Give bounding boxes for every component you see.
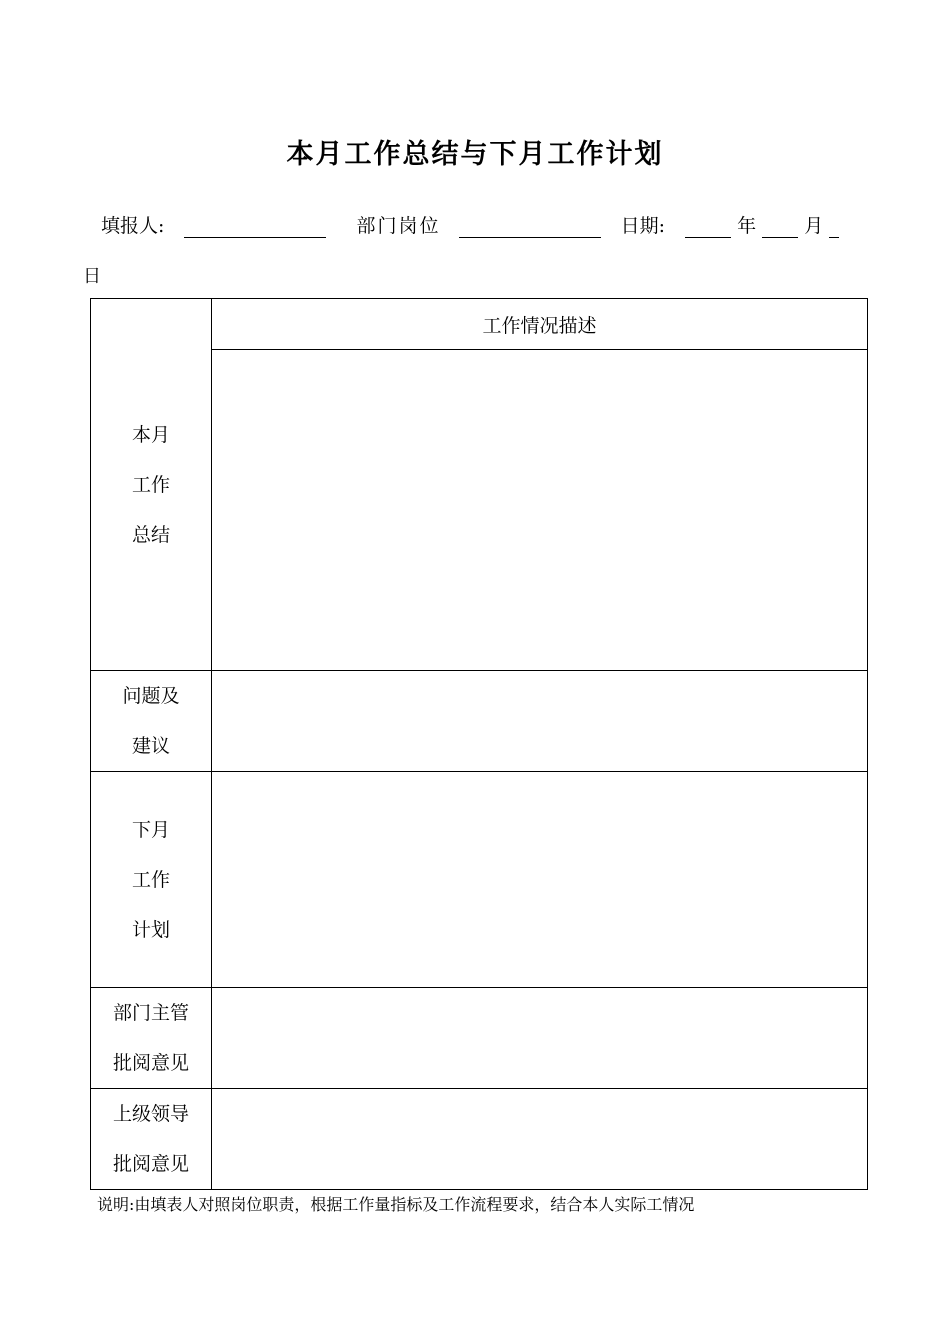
dept-review-input-cell[interactable] bbox=[212, 988, 868, 1089]
footnote: 说明:由填表人对照岗位职责，根据工作量指标及工作流程要求，结合本人实际工情况 bbox=[97, 1195, 695, 1214]
reporter-field[interactable] bbox=[184, 215, 326, 238]
work-report-table bbox=[90, 298, 868, 1190]
dept-label: 部门岗位 bbox=[356, 215, 441, 237]
plan-input-cell[interactable] bbox=[212, 772, 868, 988]
label-issues bbox=[91, 671, 212, 772]
month-char: 月 bbox=[804, 215, 824, 237]
label-dept-review bbox=[91, 988, 212, 1089]
reporter-label: 填报人: bbox=[101, 215, 165, 237]
label-line: 总结 bbox=[131, 523, 170, 546]
label-line: 上级领导 bbox=[112, 1103, 189, 1125]
year-field[interactable] bbox=[685, 215, 731, 238]
label-line: 工作 bbox=[131, 868, 170, 891]
table-row bbox=[91, 299, 868, 350]
table-row bbox=[91, 772, 868, 988]
label-line: 本月 bbox=[131, 423, 170, 446]
table-row bbox=[91, 671, 868, 772]
summary-input-cell[interactable] bbox=[212, 350, 868, 671]
year-char: 年 bbox=[737, 215, 757, 237]
dept-field[interactable] bbox=[459, 215, 601, 238]
label-leader-review bbox=[91, 1089, 212, 1190]
table-row bbox=[91, 988, 868, 1089]
month-field[interactable] bbox=[762, 215, 798, 238]
day-char: 日 bbox=[83, 266, 101, 287]
issues-input-cell[interactable] bbox=[212, 671, 868, 772]
label-line: 工作 bbox=[131, 473, 170, 496]
label-line: 部门主管 bbox=[112, 1002, 189, 1024]
page-title: 本月工作总结与下月工作计划 bbox=[286, 139, 664, 170]
day-field[interactable] bbox=[829, 215, 839, 238]
label-line: 计划 bbox=[131, 918, 170, 941]
table-row bbox=[91, 1089, 868, 1190]
column-header: 工作情况描述 bbox=[212, 299, 868, 350]
info-line bbox=[101, 211, 839, 238]
label-plan bbox=[91, 772, 212, 988]
label-line: 问题及 bbox=[122, 685, 180, 707]
date-label: 日期: bbox=[620, 215, 666, 237]
leader-review-input-cell[interactable] bbox=[212, 1089, 868, 1190]
label-line: 批阅意见 bbox=[112, 1052, 189, 1074]
label-summary bbox=[91, 299, 212, 671]
label-line: 下月 bbox=[131, 818, 170, 841]
label-line: 建议 bbox=[131, 735, 170, 757]
label-line: 批阅意见 bbox=[112, 1153, 189, 1175]
